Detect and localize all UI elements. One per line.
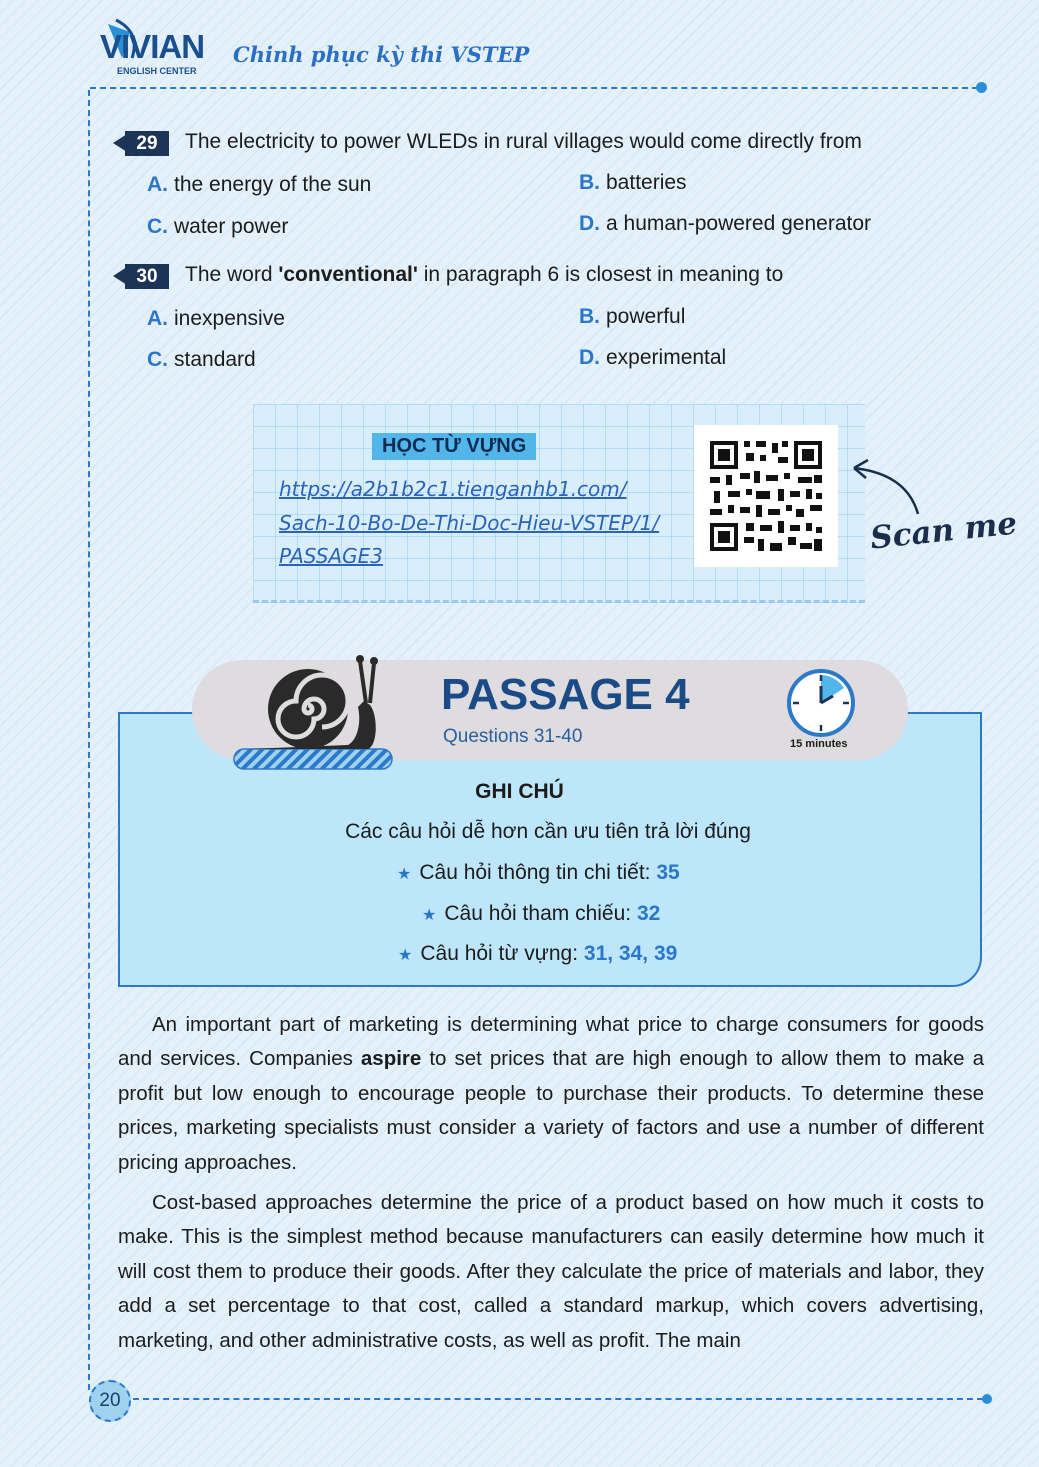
divider-dot [976,82,987,93]
note-item: ★ Câu hỏi thông tin chi tiết: 35 [397,861,680,884]
question-30-option-c: C. standard [147,348,256,371]
question-30-option-a: A. inexpensive [147,307,285,330]
bottom-divider [133,1398,983,1400]
qr-code[interactable] [694,425,838,567]
star-icon: ★ [422,907,437,924]
header-slogan: Chinh phục kỳ thi VSTEP [233,42,530,67]
note-item: ★ Câu hỏi từ vựng: 31, 34, 39 [398,942,678,965]
notes-intro: Các câu hỏi dễ hơn cần ưu tiên trả lời đúng [345,820,751,843]
question-30-stem: The word 'conventional' in paragraph 6 is closest in meaning to [185,263,784,286]
passage-title: PASSAGE 4 [441,670,690,719]
logo-subtitle: ENGLISH CENTER [117,66,197,76]
logo-text: VIVIAN [100,28,205,65]
question-number-badge: 29 [113,131,172,156]
question-number-badge: 30 [113,264,172,289]
left-divider [88,90,90,1390]
passage-subtitle: Questions 31-40 [443,726,583,747]
keyword: 'conventional' [278,263,418,286]
note-item: ★ Câu hỏi tham chiếu: 32 [422,902,661,925]
qr-code-icon [694,425,838,567]
question-29-option-a: A. the energy of the sun [147,173,372,196]
passage-paragraph-1: An important part of marketing is determining what price to charge consumers for goods and services. Companies aspire to set prices that are high enough to allow them to make a profit but low enough to encourage people to purchase their products. To determine these prices, marketing specialists must consider a variety of factors and use a number of different pricing approaches. [118,1013,984,1174]
question-29-stem: The electricity to power WLEDs in rural villages would come directly from [185,130,862,153]
scan-me-label: Scan me [868,505,1019,557]
question-30-option-b: B. powerful [579,305,686,328]
question-29-option-c: C. water power [147,215,289,238]
keyword: aspire [360,1047,422,1071]
question-29-option-b: B. batteries [579,171,687,194]
vocab-link-line-1[interactable]: https://a2b1b2c1.tienganhb1.com/ [279,477,627,501]
time-limit: 15 minutes [790,738,848,750]
passage-paragraph-2: Cost-based approaches determine the price of a product based on how much it costs to make. This is the simplest method because manufacturers can easily determine how much it will cost them to produce their goods. After they calculate the price of materials and labor, they add a set percentage to that cost, called a standard markup, which covers advertising, marketing, and other administrative costs, as well as profit. The main [118,1191,984,1352]
divider-dot [982,1394,992,1404]
star-icon: ★ [398,947,413,964]
top-divider [90,87,978,89]
page-number: 20 [89,1380,131,1422]
notes-title: GHI CHÚ [475,780,564,803]
question-30-option-d: D. experimental [579,346,727,369]
star-icon: ★ [397,866,412,883]
vocab-link-line-2[interactable]: Sach-10-Bo-De-Thi-Doc-Hieu-VSTEP/1/ [279,511,660,535]
snail-icon [228,645,398,775]
question-29-option-d: D. a human-powered generator [579,212,872,235]
curved-arrow-icon [838,452,928,522]
clock-icon [786,668,856,738]
vocab-title: HỌC TỪ VỰNG [372,433,536,460]
vocab-link-line-3[interactable]: PASSAGE3 [279,544,383,568]
